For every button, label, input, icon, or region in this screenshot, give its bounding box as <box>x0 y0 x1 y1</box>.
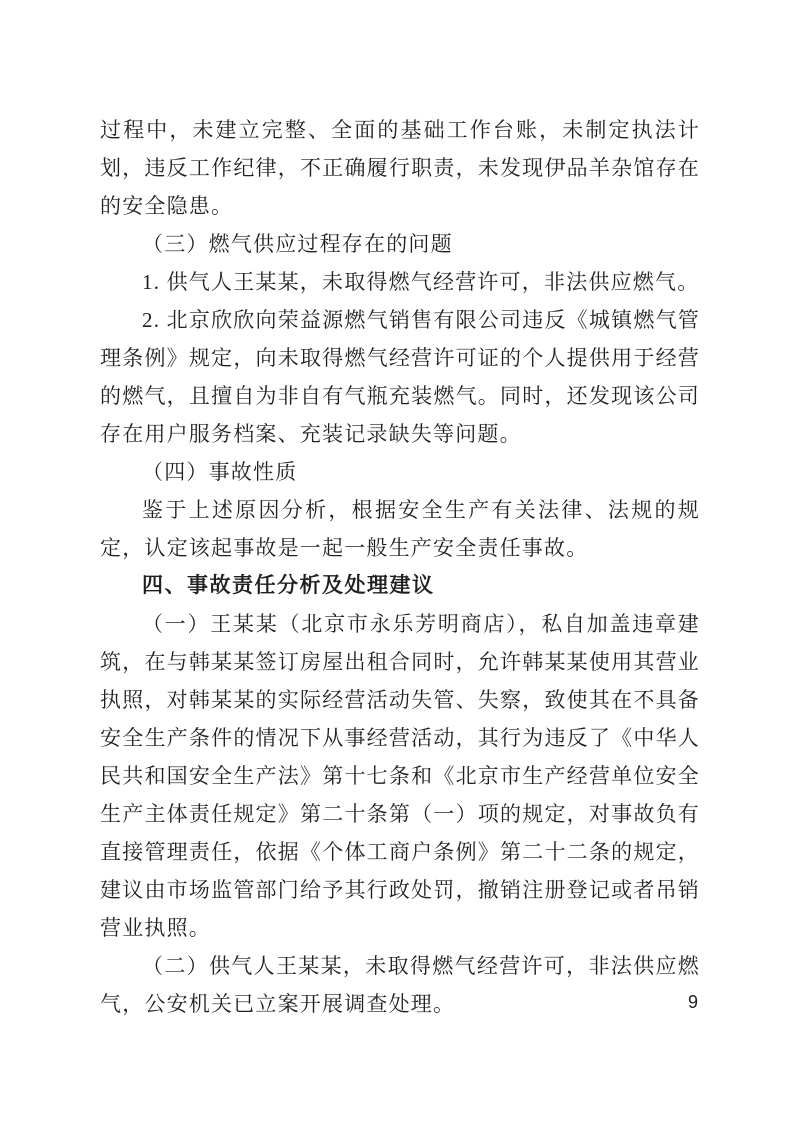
paragraph-item-1: 1. 供气人王某某，未取得燃气经营许可，非法供应燃气。 <box>142 270 700 294</box>
heading-chapter-4: 四、事故责任分析及处理建议 <box>142 574 435 597</box>
paragraph-responsibility-1: （一）王某某（北京市永乐芳明商店），私自加盖违章建筑，在与韩某某签订房屋出租合同时，允许韩某某使用其营业执照，对韩某某的实际经营活动失管、失察，致使其在不具备安全生产条件的情况下从事经营活动，其行为违反了《中华人民共和国安全生产法》第十七条和《北京市生产经营单位安全生产主体责任规定》第二十条第（一）项的规定，对事故负有直接管理责任，依据《个体工商户条例》第二十二条的规定，建议由市场监管部门给予其行政处罚，撤销注册登记或者吊销营业执照。 <box>100 612 700 940</box>
paragraph-item-2: 2. 北京欣欣向荣益源燃气销售有限公司违反《城镇燃气管理条例》规定，向未取得燃气经营许可证的个人提供用于经营的燃气，且擅自为非自有气瓶充装燃气。同时，还发现该公司存在用户服务档案、充装记录缺失等问题。 <box>100 308 700 446</box>
subheading-section-3: （三）燃气供应过程存在的问题 <box>142 232 453 256</box>
paragraph-continuation: 过程中，未建立完整、全面的基础工作台账，未制定执法计划，违反工作纪律，不正确履行职责，未发现伊品羊杂馆存在的安全隐患。 <box>100 118 700 218</box>
paragraph-responsibility-2: （二）供气人王某某，未取得燃气经营许可，非法供应燃气，公安机关已立案开展调查处理。 <box>100 954 700 1016</box>
page-number: 9 <box>687 992 698 1012</box>
paragraph-accident-nature: 鉴于上述原因分析，根据安全生产有关法律、法规的规定，认定该起事故是一起一般生产安全责任事故。 <box>100 498 700 560</box>
document-body <box>100 111 700 1023</box>
subheading-section-4: （四）事故性质 <box>142 460 298 484</box>
